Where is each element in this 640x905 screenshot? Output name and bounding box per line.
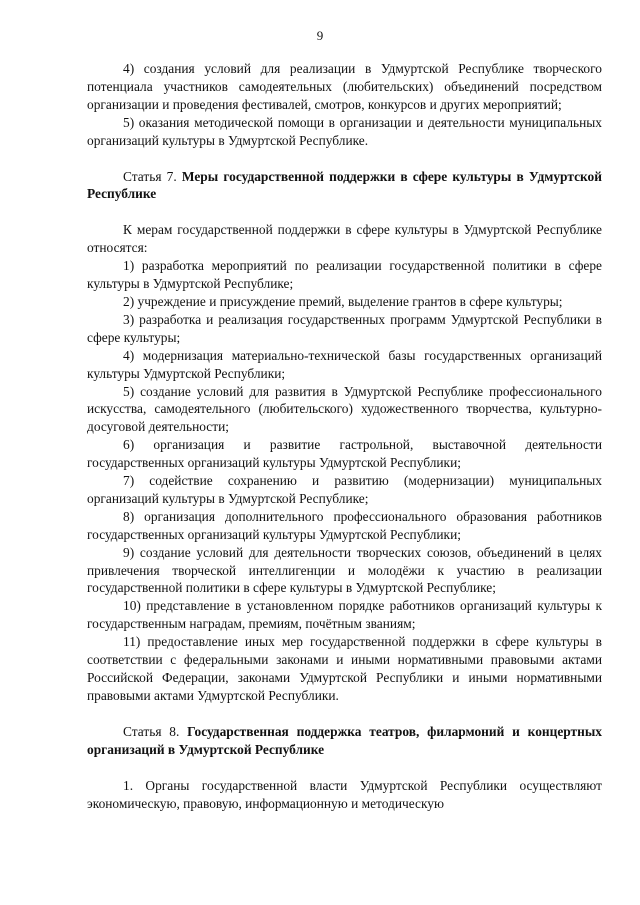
- list-item: 11) предоставление иных мер государственной поддержки в сфере культуры в соответствии с федеральными законами и иными нормативными правовыми актами Российской Федерации, законами Удмуртской Республики и иными нормативными правовыми актами Удмуртской Республики.: [87, 634, 602, 703]
- list-item: 10) представление в установленном порядке работников организаций культуры к государственным наградам, премиям, почётным званиям;: [87, 598, 602, 632]
- article-7-heading: [87, 168, 602, 204]
- list-item: 7) содействие сохранению и развитию (модернизации) муниципальных организаций культуры в Удмуртской Республике;: [87, 473, 602, 506]
- article-8-title: Государственная поддержка театров, филармоний и концертных организаций в Удмуртской Республике: [87, 723, 602, 757]
- list-item: 4) создания условий для реализации в Удмуртской Республике творческого потенциала участников самодеятельных (любительских) объединений посредством организации и проведения фестивалей, смотров, конкурсов и других мероприятий;: [87, 61, 602, 112]
- document-body: [87, 60, 602, 812]
- list-item: 8) организация дополнительного профессионального образования работников государственных организаций культуры Удмуртской Республики;: [87, 508, 602, 542]
- list-item: 6) организация и развитие гастрольной, выставочной деятельности государственных организаций культуры Удмуртской Республики;: [87, 437, 602, 471]
- list-item: 9) создание условий для деятельности творческих союзов, объединений в целях привлечения творческой интеллигенции и молодёжи к участию в реализации государственной политики в сфере культуры в Удмуртской Республике;: [87, 544, 602, 596]
- list-item: 4) модернизация материально-технической базы государственных организаций культуры Удмуртской Республики;: [87, 347, 602, 381]
- list-item: 3) разработка и реализация государственных программ Удмуртской Республики в сфере культуры;: [87, 311, 602, 345]
- list-item: 2) учреждение и присуждение премий, выделение грантов в сфере культуры;: [123, 293, 563, 309]
- article-8-heading: [87, 723, 602, 759]
- article-8-paragraph: 1. Органы государственной власти Удмуртской Республики осуществляют экономическую, правовую, информационную и методическую: [87, 777, 602, 811]
- list-item: 5) оказания методической помощи в организации и деятельности муниципальных организаций культуры в Удмуртской Республике.: [87, 114, 602, 148]
- article-7-title: Меры государственной поддержки в сфере культуры в Удмуртской Республике: [87, 168, 602, 202]
- article-8-prefix: Статья 8.: [123, 723, 180, 739]
- page-number: 9: [316, 28, 324, 43]
- list-item: 5) создание условий для развития в Удмуртской Республике профессионального искусства, самодеятельного (любительского) художественного творчества, культурно-досуговой деятельности;: [87, 383, 602, 435]
- article-7-lead: К мерам государственной поддержки в сфере культуры в Удмуртской Республике относятся:: [87, 222, 602, 256]
- list-item: 1) разработка мероприятий по реализации государственной политики в сфере культуры в Удмуртской Республике;: [87, 258, 602, 292]
- article-7-prefix: Статья 7.: [123, 168, 177, 184]
